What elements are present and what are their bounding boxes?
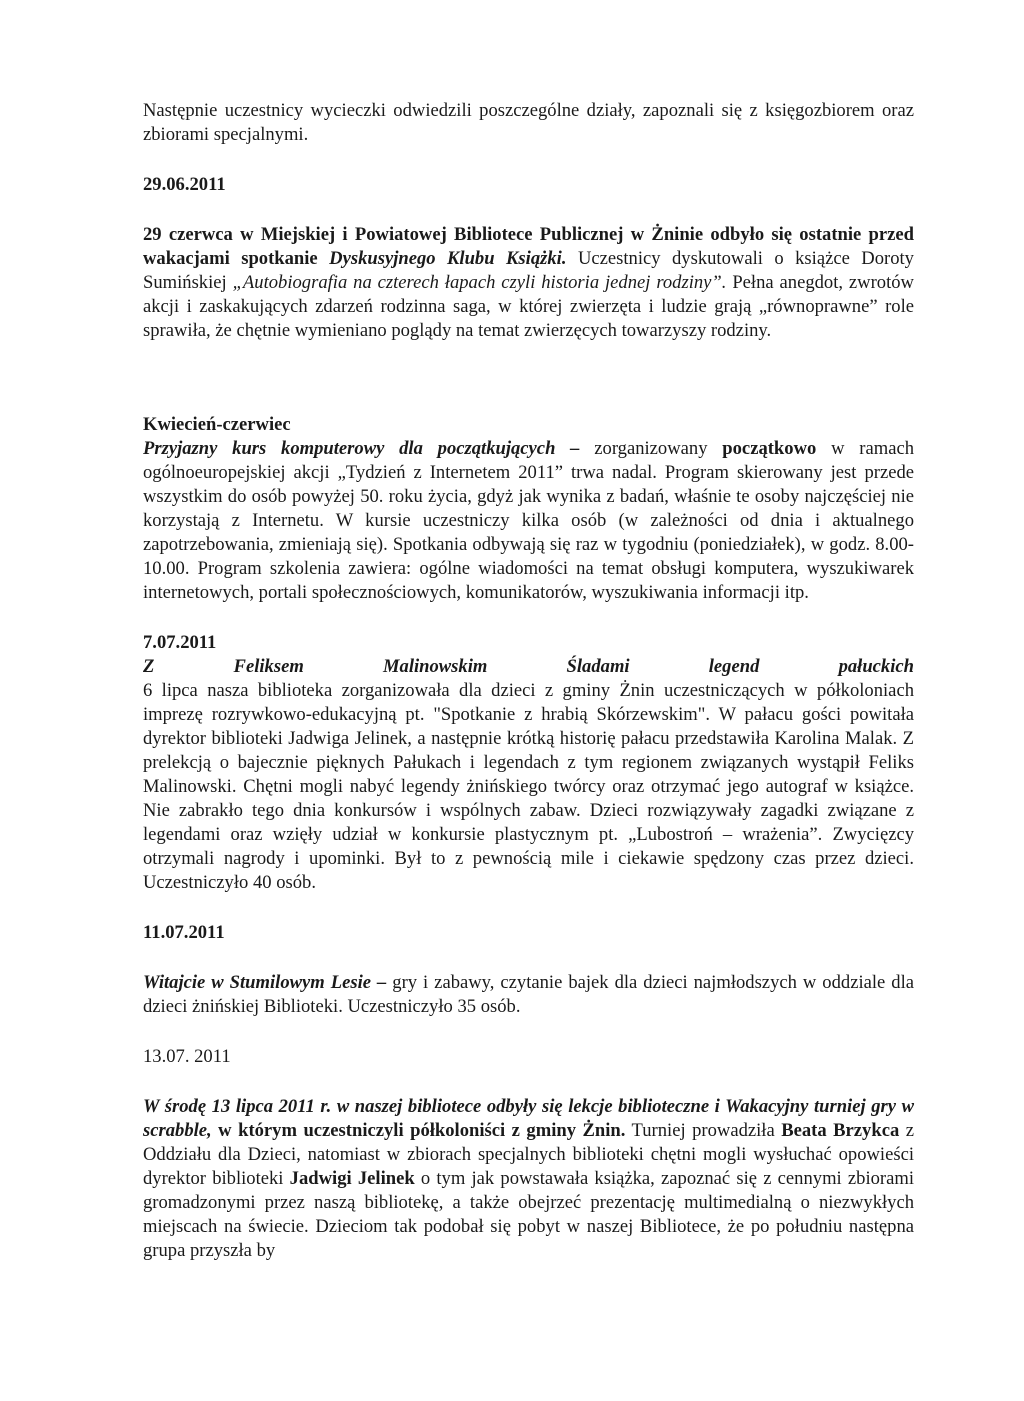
dkk-text-2: Pełna anegdot, zwrotów akcji i zaskakujących zdarzeń rodzinna saga, w której zwierzęta i ludzie grają „równoprawne” role sprawiła, że chętnie wymieniano poglądy na temat zwierzęcych towarzyszy rodziny.: [143, 272, 914, 341]
title-word: Feliksem: [233, 656, 304, 677]
scrabble-name-1: Beata Brzykca: [781, 1120, 900, 1141]
title-word: Malinowskim: [382, 656, 488, 677]
scrabble-text-2: z Oddziału dla Dzieci, natomiast w zbiorach specjalnych biblioteki chętni mogli wysłuchać opowieści dyrektor biblioteki: [143, 1120, 914, 1189]
date-heading-7-07: 7.07.2011: [143, 632, 217, 653]
section-scrabble-paragraph: [143, 1095, 914, 1263]
intro-paragraph: Następnie uczestnicy wycieczki odwiedzili poszczególne działy, zapoznali się z księgozbiorem oraz zbiorami specjalnymi.: [143, 100, 914, 145]
course-text-1: zorganizowany: [579, 438, 723, 459]
section-course-paragraph: [143, 437, 914, 605]
scrabble-text-1: Turniej prowadziła: [625, 1120, 782, 1141]
date-heading-29-06: 29.06.2011: [143, 174, 226, 195]
title-word: legend: [708, 656, 760, 677]
malinowski-title: [143, 655, 914, 679]
scrabble-bold-1: w którym uczestniczyli półkoloniści z gminy Żnin.: [211, 1120, 626, 1141]
dkk-book-title: „Autobiografia na czterech łapach czyli historia jednej rodziny”.: [232, 272, 727, 293]
title-word: Z: [143, 656, 155, 677]
dkk-lead: 29 czerwca w Miejskiej i Powiatowej Bibliotece Publicznej w Żninie odbyło się ostatnie przed wakacjami spotkanie: [143, 224, 914, 269]
stumilowy-title: Witajcie w Stumilowym Lesie –: [143, 972, 387, 993]
period-heading: Kwiecień-czerwiec: [143, 414, 291, 435]
scrabble-name-2: Jadwigi Jelinek: [289, 1168, 415, 1189]
section-malinowski-paragraph: 6 lipca nasza biblioteka zorganizowała dla dzieci z gminy Żnin uczestniczących w półkoloniach imprezę rozrywkowo-edukacyjną pt. "Spotkanie z hrabią Skórzewskim". W pałacu gości powitała dyrektor biblioteki Jadwiga Jelinek, a następnie krótką historię pałacu przedstawiła Karolina Malak. Z prelekcją o bajecznie pięknych Pałukach i legendach z tym regionem związanych wystąpił Feliks Malinowski. Chętni mogli nabyć legendy żnińskiego twórcy oraz otrzymać jego autograf w książce. Nie zabrakło tego dnia konkursów i wspólnych zabaw. Dzieci rozwiązywały zagadki związane z legendami oraz wzięły udział w konkursie plastycznym pt. „Lubostroń – wrażenia”. Zwycięzcy otrzymali nagrody i upominki. Był to z pewnością mile i ciekawie spędzony czas przez dzieci. Uczestniczyło 40 osób.: [143, 680, 914, 893]
date-heading-11-07: 11.07.2011: [143, 922, 225, 943]
course-text-2: w ramach ogólnoeuropejskiej akcji „Tydzień z Internetem 2011” trwa nadal. Program skierowany jest przede wszystkim do osób powyżej 50. roku życia, gdyż jak wynika z badań, właśnie te osoby najczęściej nie korzystają z Internetu. W kursie uczestniczy kilka osób (w zależności od dnia i aktualnego zapotrzebowania, zmieniają się). Spotkania odbywają się raz w tygodniu (poniedziałek), w godz. 8.00-10.00. Program szkolenia zawiera: ogólne wiadomości na temat obsługi komputera, wyszukiwarek internetowych, portali społecznościowych, komunikatorów, wyszukiwania informacji itp.: [143, 438, 914, 603]
title-word: Śladami: [566, 656, 630, 677]
course-bold-word: początkowo: [722, 438, 817, 459]
date-heading-13-07: 13.07. 2011: [143, 1046, 231, 1067]
stumilowy-text: gry i zabawy, czytanie bajek dla dzieci najmłodszych w oddziale dla dzieci żnińskiej Biblioteki. Uczestniczyło 35 osób.: [143, 972, 914, 1017]
document-page: [143, 99, 914, 1263]
dkk-text-1: Uczestnicy dyskutowali o książce Doroty Sumińskiej: [143, 248, 914, 293]
scrabble-title: W środę 13 lipca 2011 r. w naszej bibliotece odbyły się lekcje biblioteczne i Wakacyjny turniej gry w scrabble,: [143, 1096, 914, 1141]
section-stumilowy-paragraph: [143, 971, 914, 1019]
section-dkk-paragraph: [143, 223, 914, 343]
scrabble-text-3: o tym jak powstawała książka, zapoznać się z cennymi zbiorami gromadzonymi przez naszą bibliotekę, a także obejrzeć prezentację multimedialną o niezwykłych miejscach na świecie. Dzieciom tak podobał się pobyt w naszej Bibliotece, że po południu następna grupa przyszła by: [143, 1168, 914, 1261]
title-word: pałuckich: [838, 656, 914, 677]
dkk-club-name: Dyskusyjnego Klubu Książki.: [329, 248, 567, 269]
course-title: Przyjazny kurs komputerowy dla początkujących –: [143, 438, 580, 459]
